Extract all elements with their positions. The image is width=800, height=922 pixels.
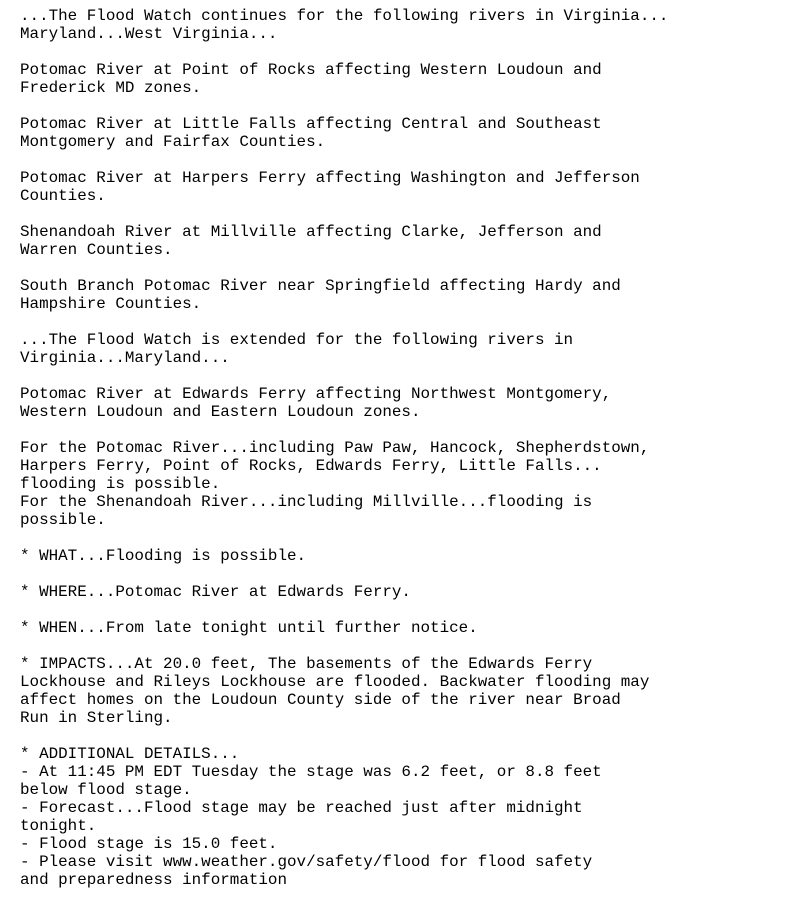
bulletin-line: and preparedness information <box>20 871 288 889</box>
blank-line <box>20 151 790 169</box>
bulletin-line: For the Shenandoah River...including Millville...flooding is <box>20 493 593 511</box>
bulletin-line: * WHAT...Flooding is possible. <box>20 547 307 565</box>
bulletin-line: Montgomery and Fairfax Counties. <box>20 133 326 151</box>
bulletin-line: Potomac River at Harpers Ferry affecting Washington and Jefferson <box>20 169 640 187</box>
blank-line <box>20 97 790 115</box>
bulletin-line: affect homes on the Loudoun County side of the river near Broad <box>20 691 621 709</box>
blank-line <box>20 43 790 61</box>
bulletin-line: * ADDITIONAL DETAILS... <box>20 745 240 763</box>
blank-line <box>20 313 790 331</box>
bulletin-line: Potomac River at Little Falls affecting Central and Southeast <box>20 115 602 133</box>
bulletin-line: Maryland...West Virginia... <box>20 25 278 43</box>
bulletin-line: ...The Flood Watch is extended for the following rivers in <box>20 331 574 349</box>
bulletin-line: Harpers Ferry, Point of Rocks, Edwards Ferry, Little Falls... <box>20 457 602 475</box>
bulletin-line: ...The Flood Watch continues for the following rivers in Virginia... <box>20 7 669 25</box>
bulletin-line: Potomac River at Point of Rocks affecting Western Loudoun and <box>20 61 602 79</box>
bulletin-line: Hampshire Counties. <box>20 295 202 313</box>
bulletin-line: - Forecast...Flood stage may be reached just after midnight <box>20 799 583 817</box>
bulletin-line: Frederick MD zones. <box>20 79 202 97</box>
bulletin-line: Lockhouse and Rileys Lockhouse are flooded. Backwater flooding may <box>20 673 650 691</box>
bulletin-line: Run in Sterling. <box>20 709 173 727</box>
bulletin-line: below flood stage. <box>20 781 192 799</box>
bulletin-line: - Please visit www.weather.gov/safety/flood for flood safety <box>20 853 593 871</box>
bulletin-line: Counties. <box>20 187 106 205</box>
bulletin-line: tonight. <box>20 817 97 835</box>
bulletin-line: flooding is possible. <box>20 475 221 493</box>
blank-line <box>20 637 790 655</box>
bulletin-line: possible. <box>20 511 106 529</box>
bulletin-line: South Branch Potomac River near Springfield affecting Hardy and <box>20 277 621 295</box>
blank-line <box>20 421 790 439</box>
blank-line <box>20 565 790 583</box>
bulletin-line: Warren Counties. <box>20 241 173 259</box>
bulletin-line: Shenandoah River at Millville affecting Clarke, Jefferson and <box>20 223 602 241</box>
bulletin-line: * IMPACTS...At 20.0 feet, The basements of the Edwards Ferry <box>20 655 593 673</box>
blank-line <box>20 601 790 619</box>
bulletin-line: Potomac River at Edwards Ferry affecting Northwest Montgomery, <box>20 385 612 403</box>
blank-line <box>20 259 790 277</box>
bulletin-line: * WHERE...Potomac River at Edwards Ferry. <box>20 583 411 601</box>
blank-line <box>20 529 790 547</box>
blank-line <box>20 205 790 223</box>
bulletin-line: - At 11:45 PM EDT Tuesday the stage was 6.2 feet, or 8.8 feet <box>20 763 602 781</box>
bulletin-line: * WHEN...From late tonight until further notice. <box>20 619 478 637</box>
blank-line <box>20 367 790 385</box>
bulletin-line: Western Loudoun and Eastern Loudoun zones. <box>20 403 421 421</box>
bulletin-line: For the Potomac River...including Paw Paw, Hancock, Shepherdstown, <box>20 439 650 457</box>
bulletin-line: - Flood stage is 15.0 feet. <box>20 835 278 853</box>
bulletin-line: Virginia...Maryland... <box>20 349 230 367</box>
blank-line <box>20 727 790 745</box>
flood-watch-bulletin <box>20 7 790 889</box>
